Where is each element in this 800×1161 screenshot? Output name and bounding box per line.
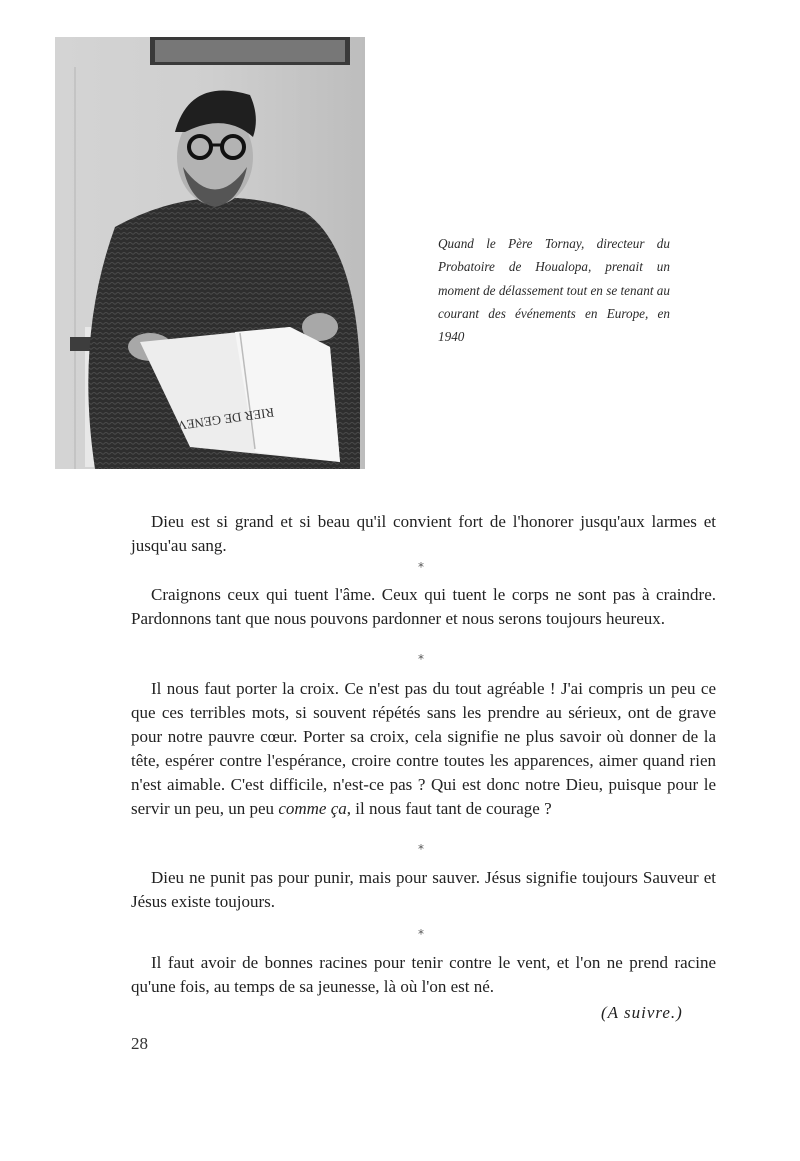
paragraph-3-emphasis: comme ça	[278, 799, 347, 818]
svg-text:RIER DE GENEVE: RIER DE GENEVE	[168, 404, 275, 435]
paragraph-1: Dieu est si grand et si beau qu'il convient fort de l'honorer jusqu'aux larmes et jusqu'au sang.	[131, 512, 716, 555]
separator-4: *	[418, 927, 424, 941]
photo-caption: Quand le Père Tornay, directeur du Probatoire de Houalopa, prenait un moment de délassement tout en se tenant au courant des événements en Europe, en 1940	[438, 236, 670, 345]
page-number: 28	[131, 1034, 148, 1053]
paragraph-2: Craignons ceux qui tuent l'âme. Ceux qui tuent le corps ne sont pas à craindre. Pardonnons tant que nous pouvons pardonner et nous serons toujours heureux.	[131, 585, 716, 628]
paragraph-5: Il faut avoir de bonnes racines pour tenir contre le vent, et l'on ne prend racine qu'une fois, au temps de sa jeunesse, là où l'on est né.	[131, 953, 716, 996]
to-be-continued: (A suivre.)	[601, 1003, 683, 1022]
separator-1: *	[418, 560, 424, 574]
separator-3: *	[418, 842, 424, 856]
paragraph-3	[131, 677, 716, 821]
separator-2: *	[418, 652, 424, 666]
paragraph-4: Dieu ne punit pas pour punir, mais pour sauver. Jésus signifie toujours Sauveur et Jésus existe toujours.	[131, 868, 716, 911]
photo-father-tornay	[55, 37, 365, 469]
paragraph-3-text-b: , il nous faut tant de courage ?	[346, 799, 552, 818]
paragraph-3-text-a: Il nous faut porter la croix. Ce n'est pas du tout agréable ! J'ai compris un peu ce que ces terribles mots, si souvent répétés sans les prendre au sérieux, ont de grave pour notre pauvre cœur. Porter sa croix, cela signifie ne plus savoir où donner de la tête, espérer contre l'espérance, croire contre toutes les apparences, aimer quand rien n'est aimable. C'est difficile, n'est-ce pas ? Qui est donc notre Dieu, puisque pour le servir un peu, un peu	[131, 679, 716, 818]
